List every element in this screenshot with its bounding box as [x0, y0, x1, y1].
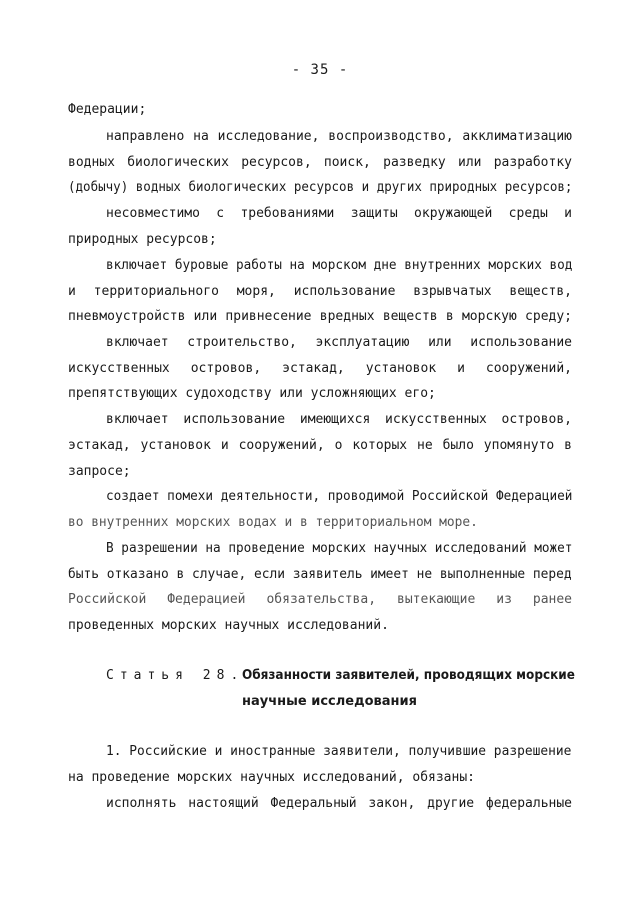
text-line: В разрешении на проведение морских научных исследований может	[106, 541, 573, 556]
text-line: во внутренних морских водах и в территориальном море.	[68, 515, 478, 530]
text-line: эстакад, установок и сооружений, о которых не было упомянуто в	[68, 438, 572, 453]
text-line: несовместимо с требованиями защиты окружающей среды и	[106, 206, 572, 221]
text-line: включает строительство, эксплуатацию или использование	[106, 335, 572, 350]
text-line: проведенных морских научных исследований.	[68, 618, 389, 633]
text-line: запросе;	[68, 464, 131, 479]
text-line: направлено на исследование, воспроизводство, акклиматизацию	[106, 129, 572, 144]
text-line: препятствующих судоходству или усложняющих его;	[68, 386, 436, 401]
text-line: пневмоустройств или привнесение вредных веществ в морскую среду;	[68, 309, 572, 324]
page-number: - 35 -	[291, 62, 349, 78]
text-line: включает использование имеющихся искусственных островов,	[106, 412, 572, 427]
text-line: Федерации;	[68, 102, 147, 117]
text-line: искусственных островов, эстакад, установок и сооружений,	[68, 361, 572, 376]
text-line: природных ресурсов;	[68, 232, 217, 247]
text-line: 1. Российские и иностранные заявители, получившие разрешение	[106, 744, 572, 759]
text-line: исполнять настоящий Федеральный закон, другие федеральные	[106, 796, 572, 811]
article-label: Статья 28.	[106, 668, 245, 683]
article-title: научные исследования	[242, 694, 417, 709]
text-line: Российской Федерацией обязательства, вытекающие из ранее	[68, 592, 572, 607]
text-line: на проведение морских научных исследований, обязаны:	[68, 770, 475, 785]
text-line: быть отказано в случае, если заявитель имеет не выполненные перед	[68, 567, 572, 582]
text-line: (добычу) водных биологических ресурсов и других природных ресурсов;	[68, 180, 573, 195]
text-line: включает буровые работы на морском дне внутренних морских вод	[106, 258, 573, 273]
article-title: Обязанности заявителей, проводящих морские	[242, 668, 575, 683]
text-line: водных биологических ресурсов, поиск, разведку или разработку	[68, 155, 572, 170]
text-line: и территориального моря, использование взрывчатых веществ,	[68, 284, 572, 299]
text-line: создает помехи деятельности, проводимой Российской Федерацией	[106, 489, 573, 504]
